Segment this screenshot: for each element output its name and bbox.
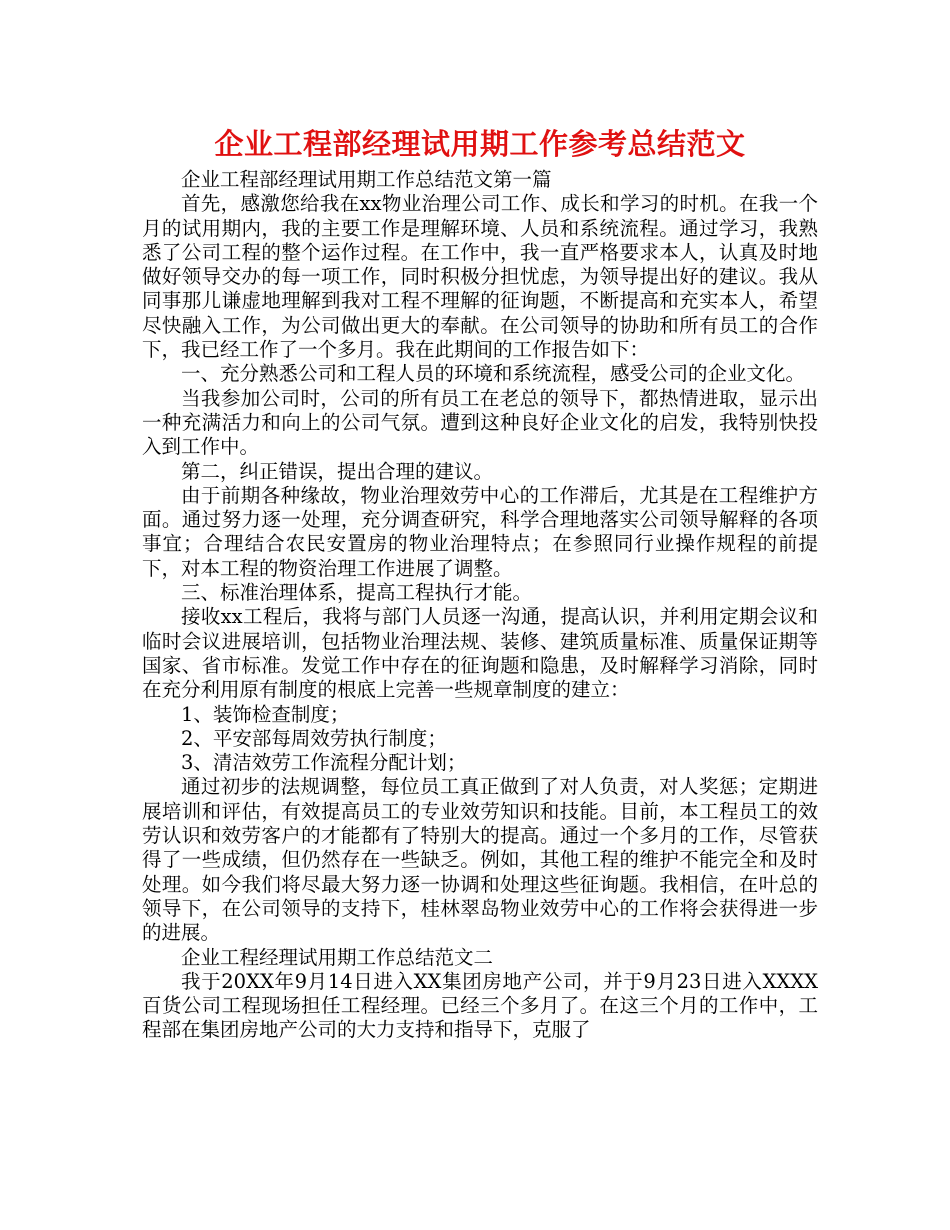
paragraph: 接收xx工程后，我将与部门人员逐一沟通，提高认识，并利用定期会议和临时会议进展培训，包括物业治理法规、装修、建筑质量标准、质量保证期等国家、省市标准。发觉工作中存在的征询题和隐患，及时解释学习消除，同时在充分利用原有制度的根底上完善一些规章制度的建立： xyxy=(142,605,818,702)
list-item: 1、装饰检查制度； xyxy=(181,702,350,726)
section-heading: 企业工程经理试用期工作总结范文二 xyxy=(181,945,494,969)
paragraph: 首先，感激您给我在xx物业治理公司工作、成长和学习的时机。在我一个月的试用期内，我的主要工作是理解环境、人员和系统流程。通过学习，我熟悉了公司工程的整个运作过程。在工作中，我一直严格要求本人，认真及时地做好领导交办的每一项工作，同时积极分担忧虑，为领导提出好的建议。我从同事那儿谦虚地理解到我对工程不理解的征询题，不断提高和充实本人，希望尽快融入工作，为公司做出更大的奉献。在公司领导的协助和所有员工的合作下，我已经工作了一个多月。我在此期间的工作报告如下： xyxy=(142,192,818,362)
paragraph: 当我参加公司时，公司的所有员工在老总的领导下，都热情进取，显示出一种充满活力和向上的公司气氛。遭到这种良好企业文化的启发，我特别快投入到工作中。 xyxy=(142,386,818,459)
paragraph: 通过初步的法规调整，每位员工真正做到了对人负责，对人奖惩；定期进展培训和评估，有效提高员工的专业效劳知识和技能。目前，本工程员工的效劳认识和效劳客户的才能都有了特别大的提高。通过一个多月的工作，尽管获得了一些成绩，但仍然存在一些缺乏。例如，其他工程的维护不能完全和及时处理。如今我们将尽最大努力逐一协调和处理这些征询题。我相信，在叶总的领导下，在公司领导的支持下，桂林翠岛物业效劳中心的工作将会获得进一步的进展。 xyxy=(142,775,818,945)
paragraph: 由于前期各种缘故，物业治理效劳中心的工作滞后，尤其是在工程维护方面。通过努力逐一处理，充分调查研究，科学合理地落实公司领导解释的各项事宜；合理结合农民安置房的物业治理特点；在参照同行业操作规程的前提下，对本工程的物资治理工作进展了调整。 xyxy=(142,483,818,580)
section-heading: 三、标准治理体系，提高工程执行才能。 xyxy=(181,581,533,605)
section-heading: 第二，纠正错误，提出合理的建议。 xyxy=(181,459,494,483)
document-title: 企业工程部经理试用期工作参考总结范文 xyxy=(214,127,746,161)
document-body xyxy=(142,168,818,1043)
document-page xyxy=(142,124,818,1043)
list-item: 2、平安部每周效劳执行制度； xyxy=(181,726,447,750)
paragraph: 我于20XX年9月14日进入XX集团房地产公司，并于9月23日进入XXXX百货公司工程现场担任工程经理。已经三个多月了。在这三个月的工作中，工程部在集团房地产公司的大力支持和指导下，克服了 xyxy=(142,969,818,1042)
section-heading: 企业工程部经理试用期工作总结范文第一篇 xyxy=(181,168,552,191)
list-item: 3、清洁效劳工作流程分配计划； xyxy=(181,751,467,775)
section-heading: 一、充分熟悉公司和工程人员的环境和系统流程，感受公司的企业文化。 xyxy=(181,362,806,386)
